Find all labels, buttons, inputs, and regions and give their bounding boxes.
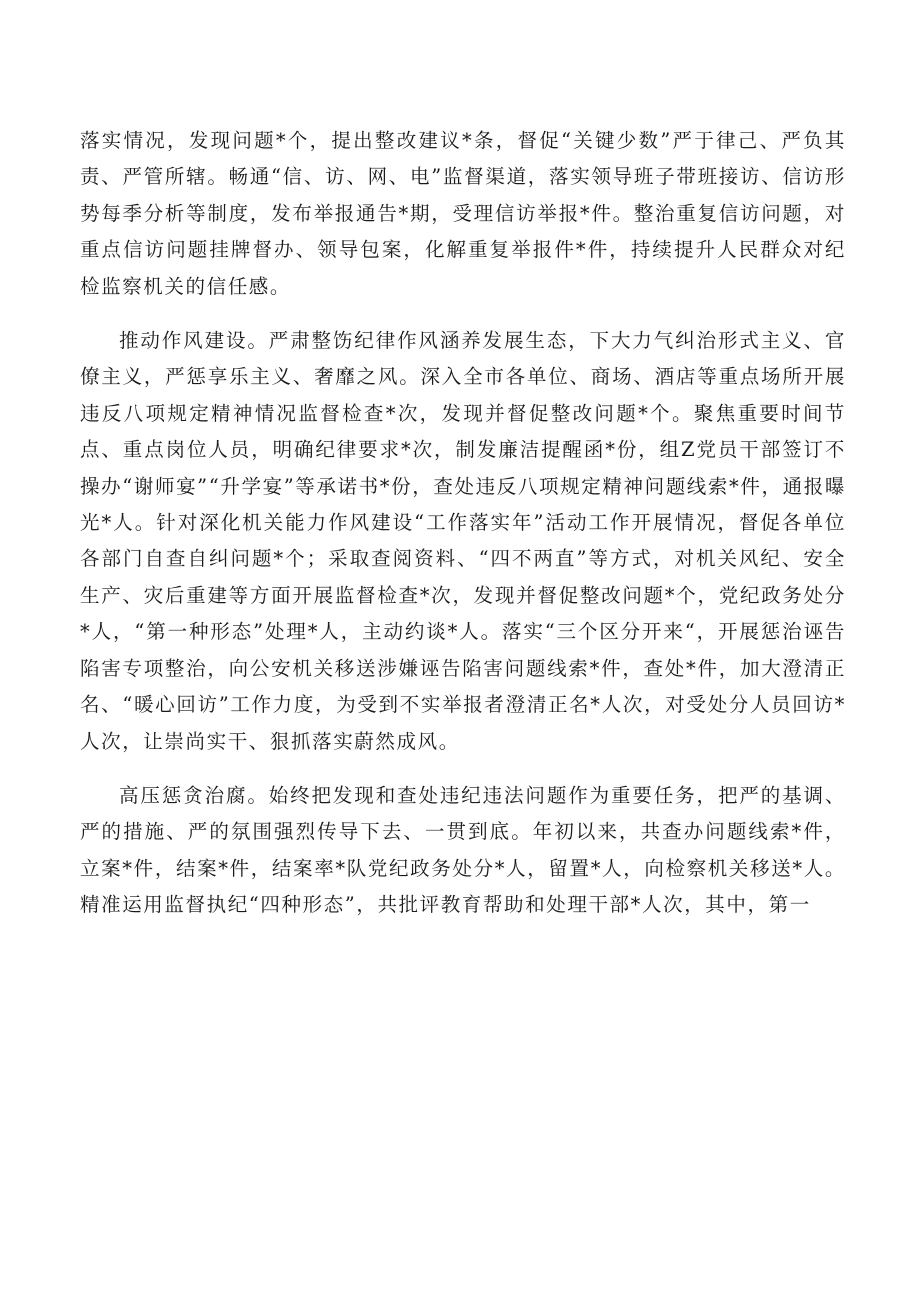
document-body xyxy=(80,123,846,924)
paragraph-style-building: 推动作风建设。严肃整饬纪律作风涵养发展生态，下大力气纠治形式主义、官僚主义，严惩享乐主义、奢靡之风。深入全市各单位、商场、酒店等重点场所开展违反八项规定精神情况监督检查*次，发现并督促整改问题*个。聚焦重要时间节点、重点岗位人员，明确纪律要求*次，制发廉洁提醒函*份，组Z党员干部签订不操办“谢师宴”“升学宴”等承诺书*份，查处违反八项规定精神问题线索*件，通报曝光*人。针对深化机关能力作风建设“工作落实年”活动工作开展情况，督促各单位各部门自查自纠问题*个；采取查阅资料、“四不两直”等方式，对机关风纪、安全生产、灾后重建等方面开展监督检查*次，发现并督促整改问题*个，党纪政务处分*人，“第一种形态”处理*人，主动约谈*人。落实“三个区分开来“，开展惩治诬告陷害专项整治，向公安机关移送涉嫌诬告陷害问题线索*件，查处*件，加大澄清正名、“暖心回访”工作力度，为受到不实举报者澄清正名*人次，对受处分人员回访*人次，让崇尚实干、狠抓落实蔚然成风。 xyxy=(80,329,846,753)
paragraph-anti-corruption: 高压惩贪治腐。始终把发现和查处违纪违法问题作为重要任务，把严的基调、严的措施、严的氛围强烈传导下去、一贯到底。年初以来，共查办问题线索*件，立案*件，结案*件，结案率*队党纪政务处分*人，留置*人，向检察机关移送*人。精准运用监督执纪“四种形态”，共批评教育帮助和处理干部*人次，其中，第一 xyxy=(80,783,846,917)
paragraph-continued: 落实情况，发现问题*个，提出整改建议*条，督促“关键少数”严于律己、严负其责、严管所辖。畅通“信、访、网、电”监督渠道，落实领导班子带班接访、信访形势每季分析等制度，发布举报通告*期，受理信访举报*件。整治重复信访问题，对重点信访问题挂牌督办、领导包案，化解重复举报件*件，持续提升人民群众对纪检监察机关的信任感。 xyxy=(80,129,846,298)
